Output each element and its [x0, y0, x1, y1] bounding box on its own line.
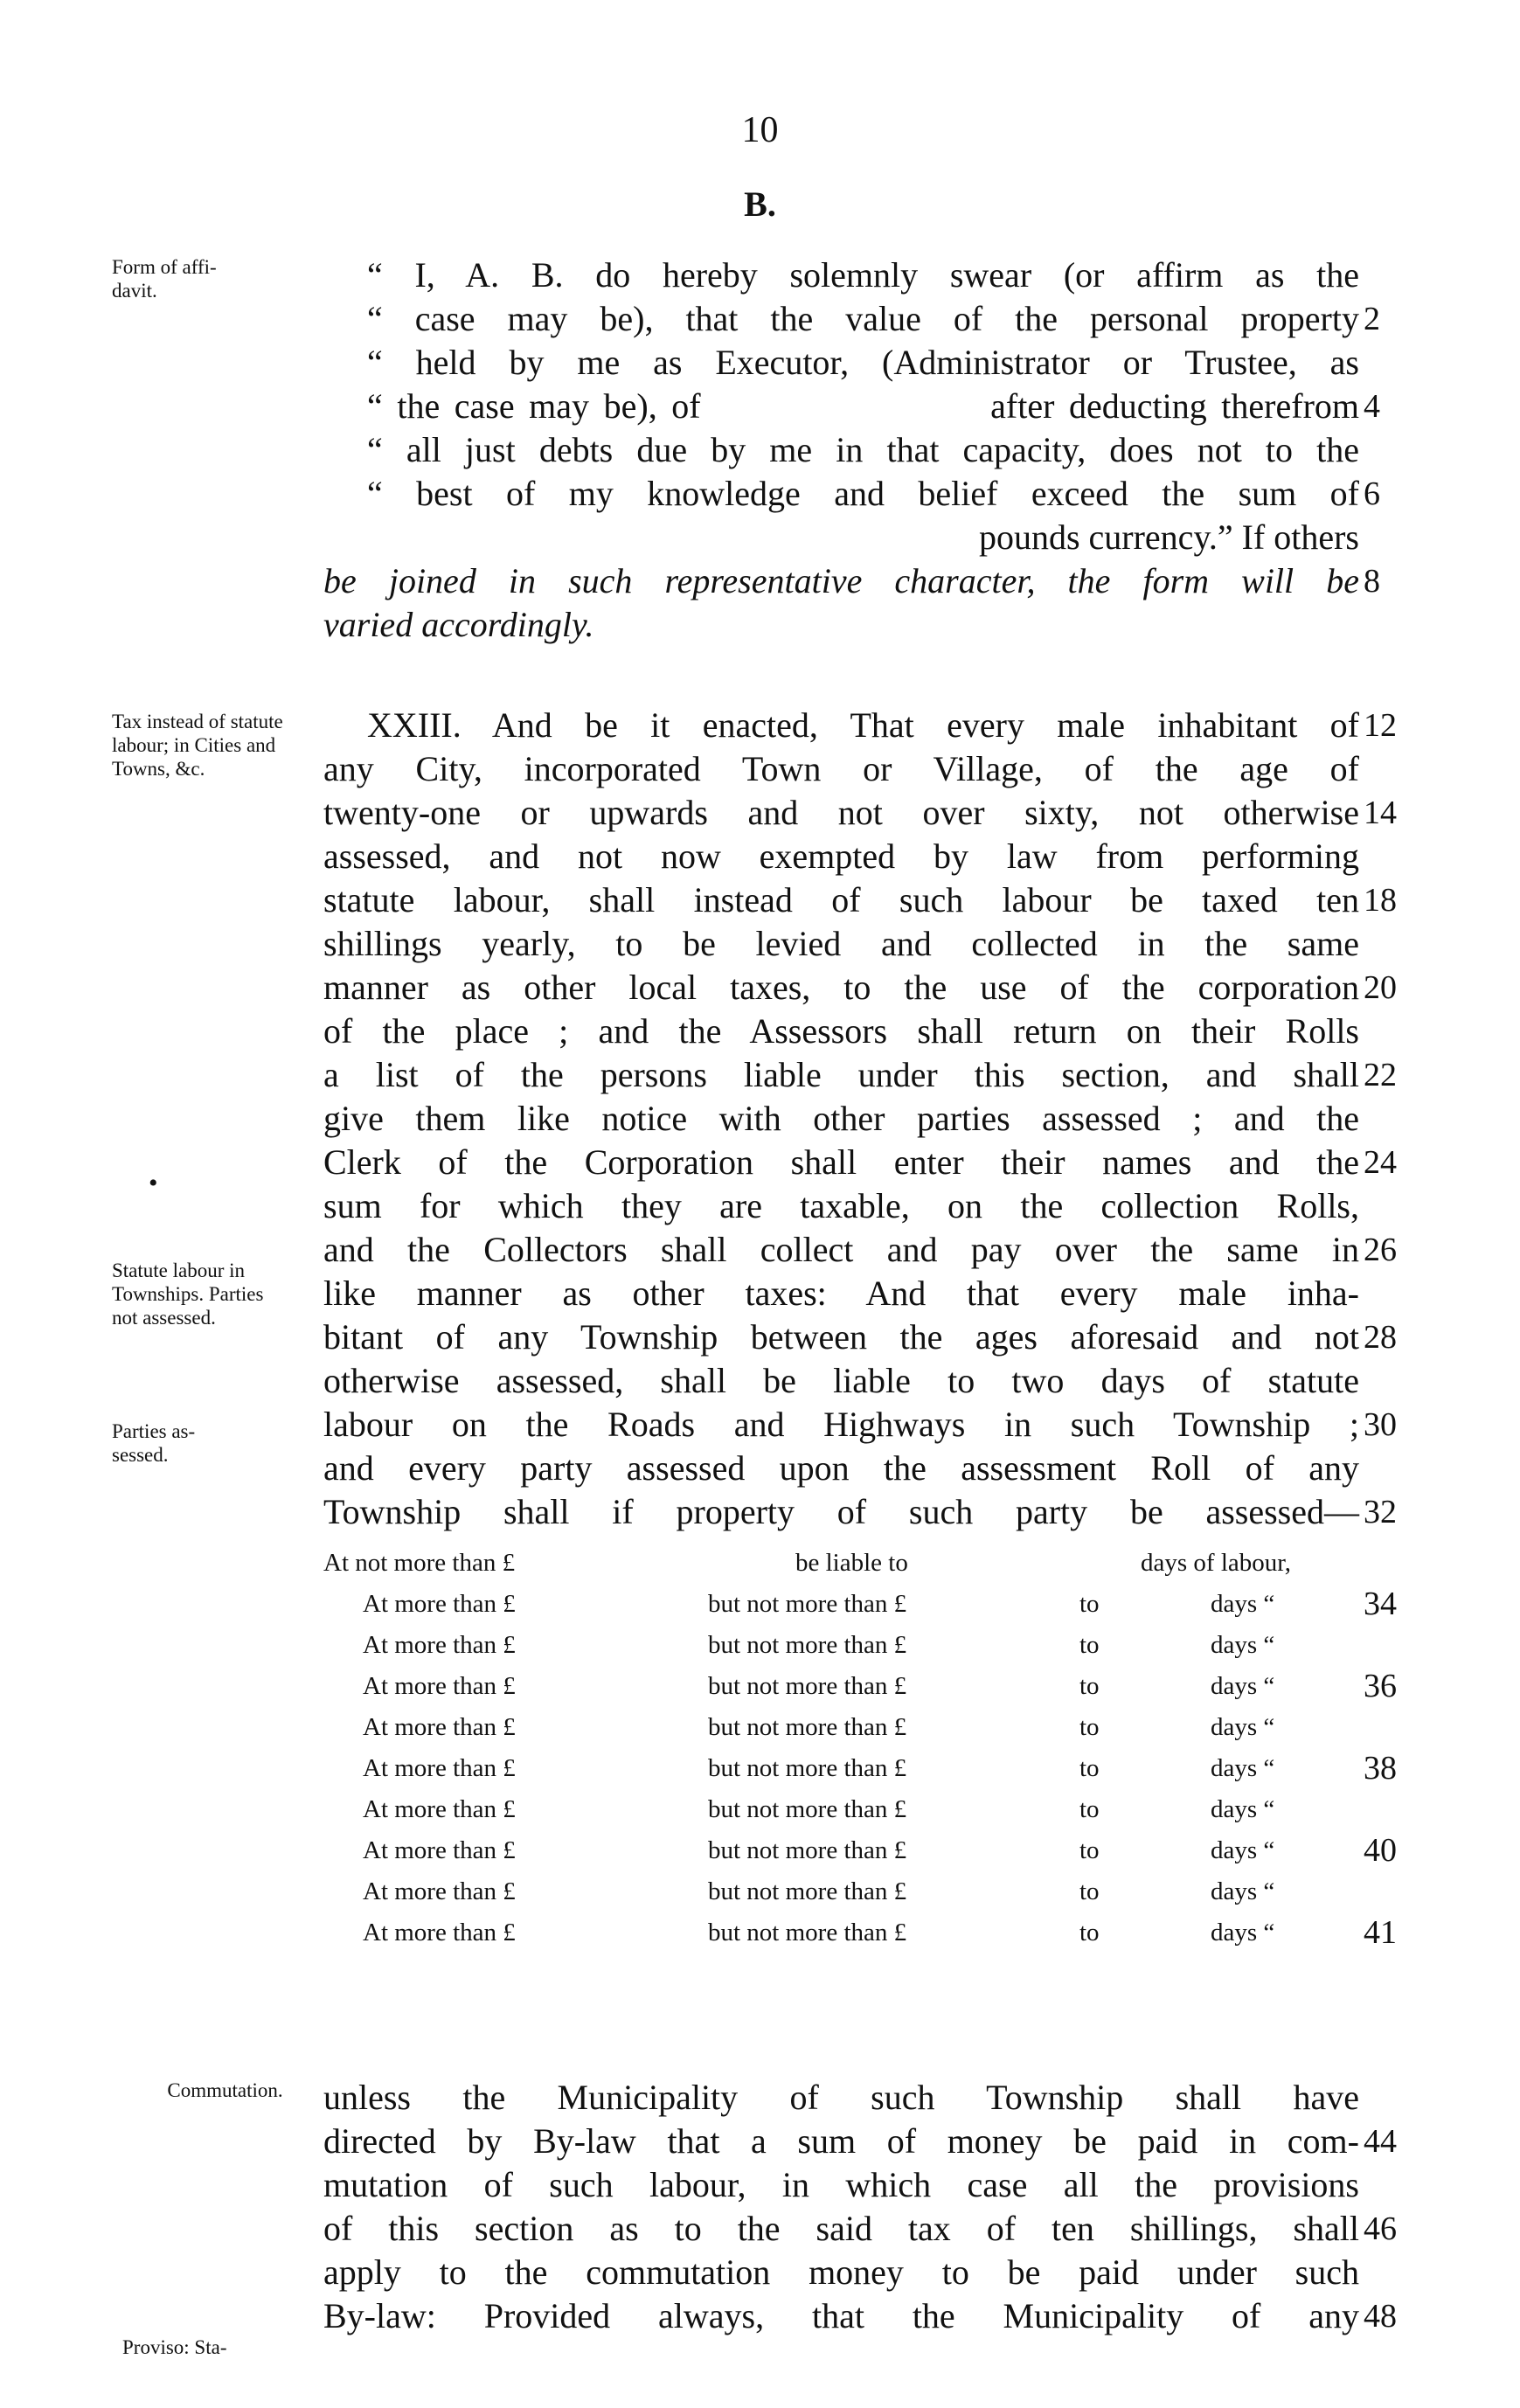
line-number: 38: [1364, 1750, 1397, 1787]
section-line: a list of the persons liable under this section, and shall: [323, 1055, 1359, 1094]
margin-note-tax: Tax instead of statute labour; in Cities and Towns, &c.: [112, 711, 283, 780]
table-cell: days “: [1211, 1631, 1275, 1659]
line-number: 26: [1364, 1232, 1397, 1268]
page-number: 10: [741, 110, 779, 150]
table-cell: days “: [1211, 1672, 1275, 1700]
section-line: like manner as other taxes: And that every male inha-: [323, 1273, 1359, 1313]
labour-table: [323, 1543, 1397, 1953]
section-line: otherwise assessed, shall be liable to two days of statute: [323, 1361, 1359, 1400]
table-cell: to: [1079, 1919, 1100, 1947]
line-number: 28: [1364, 1319, 1397, 1356]
closing-paragraph: [323, 2076, 1359, 2338]
line-number: 18: [1364, 882, 1397, 919]
table-cell: At more than £: [363, 1754, 516, 1782]
table-header-cell: At not more than £: [323, 1549, 516, 1577]
closing-line: apply to the commutation money to be paid under such: [323, 2252, 1359, 2292]
margin-note-parties-assessed: Parties as-sessed.: [112, 1420, 196, 1466]
line-number: 12: [1364, 707, 1397, 744]
affidavit-line: “ best of my knowledge and belief exceed the sum of: [367, 474, 1359, 513]
table-cell: to: [1079, 1877, 1100, 1905]
table-cell: At more than £: [363, 1877, 516, 1905]
line-number: 36: [1364, 1668, 1397, 1704]
affidavit-line: “ I, A. B. do hereby solemnly swear (or affirm as the: [367, 255, 1359, 295]
table-cell: but not more than £: [708, 1877, 907, 1905]
closing-line: By-law: Provided always, that the Municipality of any: [323, 2296, 1359, 2335]
affidavit-line: “ case may be), that the value of the personal property: [367, 299, 1359, 338]
line-number: 6: [1364, 475, 1380, 512]
affidavit-line: “ held by me as Executor, (Administrator or Trustee, as: [367, 343, 1359, 382]
line-number: 40: [1364, 1832, 1397, 1869]
section-line: and every party assessed upon the assessment Roll of any: [323, 1448, 1359, 1488]
line-number: 8: [1364, 563, 1380, 600]
closing-line: of this section as to the said tax of ten shillings, shall: [323, 2209, 1359, 2248]
line-number: 2: [1364, 301, 1380, 337]
line-number: 20: [1364, 969, 1397, 1006]
section-line: manner as other local taxes, to the use of the corporation: [323, 968, 1359, 1007]
line-number: 34: [1364, 1586, 1397, 1622]
line-number: 48: [1364, 2298, 1397, 2335]
table-cell: to: [1079, 1672, 1100, 1700]
section-line: sum for which they are taxable, on the collection Rolls,: [323, 1186, 1359, 1225]
table-cell: At more than £: [363, 1590, 516, 1618]
table-row: [323, 1830, 1397, 1871]
margin-note-statute-labour: Statute labour in Townships. Parties not assessed.: [112, 1260, 264, 1329]
line-number: 24: [1364, 1144, 1397, 1181]
closing-line: unless the Municipality of such Township shall have: [323, 2078, 1359, 2117]
table-cell: At more than £: [363, 1631, 516, 1659]
section-line: and the Collectors shall collect and pay over the same in: [323, 1230, 1359, 1269]
table-row: [323, 1584, 1397, 1625]
table-row: [323, 1912, 1397, 1953]
table-row: [323, 1666, 1397, 1707]
affidavit-line: be joined in such representative character, the form will be: [323, 561, 1359, 600]
table-row: [323, 1707, 1390, 1748]
table-cell: At more than £: [363, 1672, 516, 1700]
section-line: Township shall if property of such party be assessed—: [323, 1492, 1359, 1531]
table-cell: but not more than £: [708, 1590, 907, 1618]
table-cell: but not more than £: [708, 1836, 907, 1864]
section-line: bitant of any Township between the ages aforesaid and not: [323, 1317, 1359, 1357]
margin-note-proviso: Proviso: Sta-: [122, 2336, 227, 2358]
table-cell: At more than £: [363, 1836, 516, 1864]
table-cell: At more than £: [363, 1795, 516, 1823]
section-line: give them like notice with other parties assessed ; and the: [323, 1099, 1359, 1138]
section-line: any City, incorporated Town or Village, of the age of: [323, 749, 1359, 788]
table-cell: days “: [1211, 1795, 1275, 1823]
line-number: 30: [1364, 1406, 1397, 1443]
table-row: [323, 1789, 1390, 1830]
table-cell: days “: [1211, 1836, 1275, 1864]
table-cell: At more than £: [363, 1919, 516, 1947]
table-cell: days “: [1211, 1754, 1275, 1782]
line-number: 4: [1364, 388, 1380, 425]
table-cell: but not more than £: [708, 1795, 907, 1823]
table-cell: but not more than £: [708, 1631, 907, 1659]
table-cell: days “: [1211, 1919, 1275, 1947]
affidavit-block: [323, 253, 1359, 647]
table-cell: days “: [1211, 1590, 1275, 1618]
table-cell: days “: [1211, 1877, 1275, 1905]
margin-note-commutation: Commutation.: [167, 2079, 283, 2101]
table-row: [323, 1748, 1397, 1789]
table-cell: to: [1079, 1631, 1100, 1659]
table-header-cell: days of labour,: [1141, 1549, 1291, 1577]
section-heading: B.: [744, 184, 776, 224]
table-cell: to: [1079, 1795, 1100, 1823]
table-cell: days “: [1211, 1713, 1275, 1741]
table-cell: but not more than £: [708, 1754, 907, 1782]
closing-line: directed by By-law that a sum of money be paid in com-: [323, 2121, 1359, 2161]
section-line: assessed, and not now exempted by law from performing: [323, 836, 1359, 876]
table-row: [323, 1871, 1390, 1912]
section-xxiii: [323, 704, 1359, 1534]
line-number: 32: [1364, 1494, 1397, 1530]
margin-note-affidavit: Form of affi-davit.: [112, 256, 217, 302]
affidavit-line: varied accordingly.: [323, 605, 594, 644]
table-cell: but not more than £: [708, 1672, 907, 1700]
line-number: 46: [1364, 2210, 1397, 2247]
table-cell: to: [1079, 1590, 1100, 1618]
table-cell: At more than £: [363, 1713, 516, 1741]
line-number: 22: [1364, 1057, 1397, 1093]
affidavit-line: “ all just debts due by me in that capacity, does not to the: [367, 430, 1359, 469]
table-cell: to: [1079, 1754, 1100, 1782]
affidavit-line: pounds currency.” If others: [978, 517, 1359, 557]
table-cell: but not more than £: [708, 1919, 907, 1947]
table-cell: to: [1079, 1713, 1100, 1741]
section-line: XXIII. And be it enacted, That every male inhabitant of: [367, 705, 1359, 745]
affidavit-line: “ the case may be), of after deducting therefrom: [367, 386, 1359, 426]
closing-line: mutation of such labour, in which case all the provisions: [323, 2165, 1359, 2204]
table-header: [323, 1543, 1390, 1584]
line-number: 14: [1364, 795, 1397, 831]
section-line: labour on the Roads and Highways in such Township ;: [323, 1405, 1359, 1444]
table-cell: but not more than £: [708, 1713, 907, 1741]
section-line: shillings yearly, to be levied and collected in the same: [323, 924, 1359, 963]
margin-bullet: •: [149, 1169, 158, 1197]
table-header-cell: be liable to: [795, 1549, 908, 1577]
section-line: of the place ; and the Assessors shall return on their Rolls: [323, 1011, 1359, 1051]
table-cell: to: [1079, 1836, 1100, 1864]
section-line: statute labour, shall instead of such labour be taxed ten: [323, 880, 1359, 919]
section-line: Clerk of the Corporation shall enter their names and the: [323, 1142, 1359, 1182]
section-line: twenty-one or upwards and not over sixty, not otherwise: [323, 793, 1359, 832]
line-number: 41: [1364, 1914, 1397, 1951]
line-number: 44: [1364, 2123, 1397, 2160]
table-row: [323, 1625, 1390, 1666]
